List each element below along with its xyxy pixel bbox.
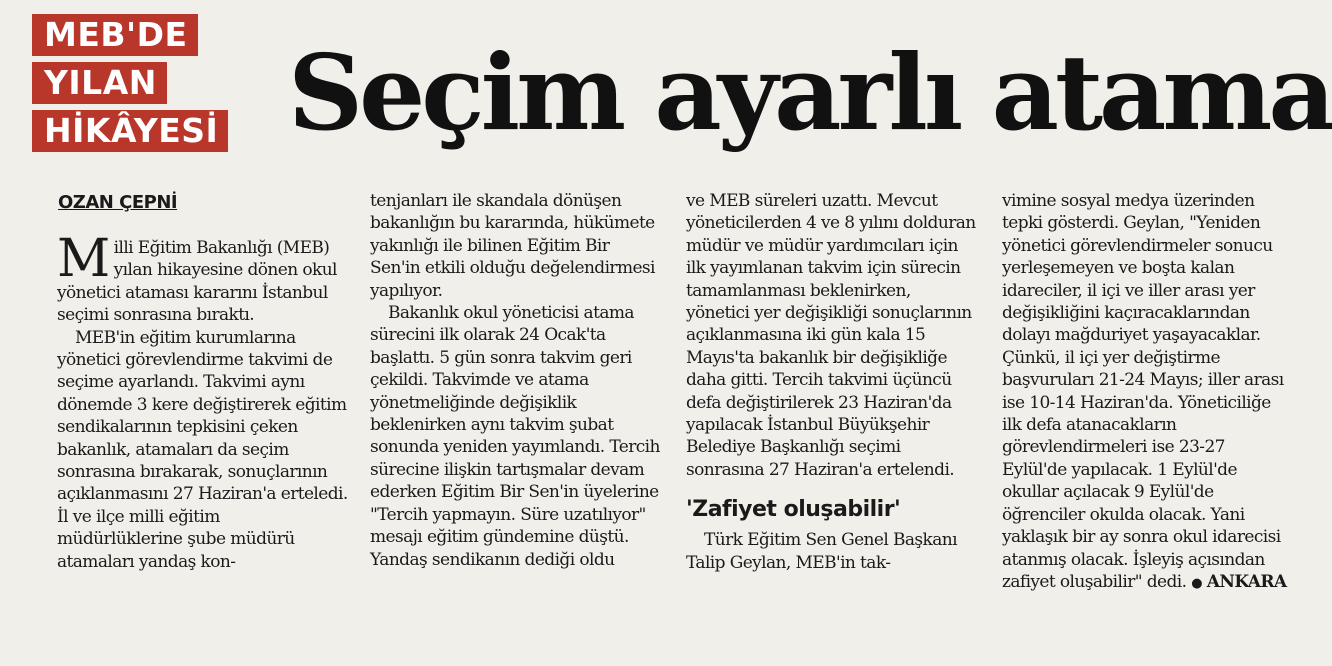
dateline-location: ANKARA <box>1206 571 1287 592</box>
bullet-icon: ● <box>1191 575 1202 591</box>
article-column-2 <box>370 190 660 571</box>
paragraph-5: ve MEB süreleri uzattı. Mevcut yöneticilerden 4 ve 8 yılını dolduran müdür ve müdür yardımcıları için ilk yayımlanan takvim için sürecin tamamlanması beklenirken, yönetici yer değişikliği sonuçlarının açıklanmasına iki gün kala 15 Mayıs'ta bakanlık bir değişikliğe daha gitti. Tercih takvimi üçüncü defa değiştirilerek 23 Haziran'da yapılacak İstanbul Büyükşehir Belediye Başkanlığı seçimi sonrasına 27 Haziran'a ertelendi. <box>686 191 976 480</box>
kicker-line-2: YILAN <box>32 62 167 104</box>
paragraph-7 <box>1002 190 1294 595</box>
section-kicker <box>32 14 228 158</box>
drop-cap: M <box>57 229 110 289</box>
article-column-4 <box>1002 190 1294 595</box>
paragraph-6: Türk Eğitim Sen Genel Başkanı Talip Geylan, MEB'in tak- <box>686 530 957 573</box>
paragraph-3: tenjanları ile skandala dönüşen bakanlığın bu kararında, hükümete yakınlığı ile bilinen Eğitim Bir Sen'in etkili olduğu değelendirmesi yapılıyor. <box>370 191 655 301</box>
paragraph-1-text: illi Eğitim Bakanlığı (MEB) yılan hikayesine dönen okul yönetici ataması kararını İstanbul seçimi sonrasına bıraktı. <box>57 238 337 326</box>
paragraph-7-text: vimine sosyal medya üzerinden tepki gösterdi. Geylan, "Yeniden yönetici görevlendirmeler sonucu yerleşemeyen ve boşta kalan idareciler, il içi ve iller arası yer değişikliğini kaçıracaklarından dolayı mağduriyet yaşayacaklar. Çünkü, il içi yer değiştirme başvuruları 21-24 Mayıs; iller arası ise 10-14 Haziran'da. Yöneticiliğe ilk defa atanacakların görevlendirmeleri ise 23-27 Eylül'de yapılacak. 1 Eylül'de okullar açılacak 9 Eylül'de öğrenciler okulda olacak. Yani yaklaşık bir ay sonra okul idarecisi atanmış olacak. İşleyiş açısından zafiyet oluşabilir" dedi. <box>1002 191 1284 592</box>
article-column-3 <box>686 190 976 574</box>
headline: Seçim ayarlı atama <box>288 31 1332 154</box>
byline: OZAN ÇEPNİ <box>58 192 178 213</box>
article-column-1 <box>57 229 349 573</box>
subheading: 'Zafiyet oluşabilir' <box>686 497 901 523</box>
paragraph-2: MEB'in eğitim kurumlarına yönetici görevlendirme takvimi de seçime ayarlandı. Takvimi aynı dönemde 3 kere değiştirerek eğitim sendikalarının tepkisini çeken bakanlık, atamaları da seçim sonrasına bırakarak, sonuçlarının açıklanmasını 27 Haziran'a erteledi. İl ve ilçe milli eğitim müdürlüklerine şube müdürü atamaları yandaş kon- <box>57 327 348 572</box>
kicker-line-1: MEB'DE <box>32 14 198 56</box>
paragraph-1 <box>57 229 349 327</box>
paragraph-4: Bakanlık okul yöneticisi atama sürecini ilk olarak 24 Ocak'ta başlattı. 5 gün sonra takvim geri çekildi. Takvimde ve atama yönetmeliğinde değişiklik beklenirken aynı takvim şubat sonunda yeniden yayımlandı. Tercih sürecine ilişkin tartışmalar devam ederken Eğitim Bir Sen'in üyelerine "Tercih yapmayın. Süre uzatılıyor" mesajı eğitim gündemine düştü. Yandaş sendikanın dediği oldu <box>370 303 660 570</box>
kicker-line-3: HİKÂYESİ <box>32 110 228 152</box>
